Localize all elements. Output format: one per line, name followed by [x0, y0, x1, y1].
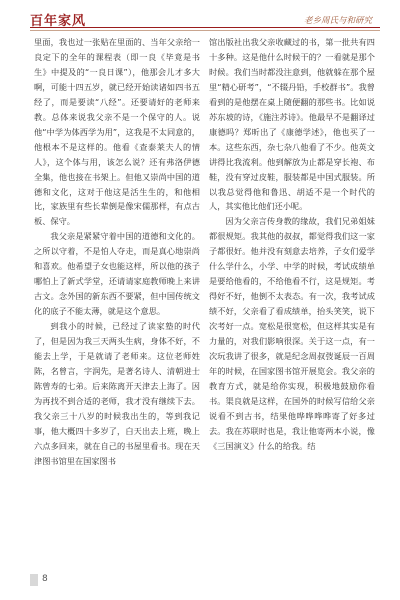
- left-paragraph-2: 我父亲是紧紧守着中国的道德和文化的。之所以守着，不是怕人夺走，而是真心地崇尚和喜欢。他希望子女也能这样，所以他的孩子哪怕上了新式学堂，还请请家庭教师晚上来讲古文。念外国的新东西不要紧，但中国传统文化的底子不能太薄，就是这个意思。: [34, 231, 200, 317]
- right-paragraph-2: 因为父亲言传身教的缘故，我们兄弟姐妹都很规矩。我其他的叔叔，都觉得我们这一家子都很好。他并没有刻意去培养，子女们爱学什么学什么，小学、中学的时候，考试成绩单是要给他看的，不给他看不行，这是规矩。考得好不好，他倒不太表态。有一次，我考试成绩不好，父亲看了看成绩单，抬头笑笑，说下次考好一点。宽松是很宽松，但这样其实是有力量的，对我们影响很深。关于这一点，有一次玩我讲了很多，就是纪念周叔弢诞辰一百周年的时候，在国家图书馆开展览会。我父亲的教育方式，就是给你实现，积极地鼓励你看书。渠良就是这样，在国外的时候写信给父亲说看不到古书，结果他哗哗哗哗寄了好多过去。我在苏联时也是，我让他寄两本小说，像《三国演义》什么的给我。结: [209, 216, 375, 451]
- header-title: 百年家风: [30, 14, 87, 29]
- page-number: 8: [42, 574, 48, 584]
- footer-marker: [30, 574, 38, 586]
- header-rule-thin: [30, 30, 380, 31]
- header-rule: [30, 27, 380, 28]
- right-paragraph-1: 馆出版社出我父亲收藏过的书，第一批共有四十多种。这是他什么时候干的？一看就是那个时候。我们当时都没注意到，他就躲在那个屋里“精心研考”，“不辍丹铅，手校群书”。我曾看到的是他摆在桌上随便翻的那些书。比如说苏东坡的诗，《施注苏诗》。他最早不是翻译过康德吗？郑昕出了《康德学述》，他也买了一本。这些东西，杂七杂八他看了不少。他英文讲得比我流利。他到解放为止都是穿长袍、布鞋，没有穿过皮鞋，服装都是中国式服装。所以我总觉得他和鲁迅、胡适不是一个时代的人，其实他比他们还小呢。: [209, 37, 375, 212]
- right-column: [209, 35, 375, 454]
- left-column: [34, 35, 200, 469]
- page-header: [30, 8, 380, 30]
- left-paragraph-3: 到我小的时候，已经过了读家塾的时代了，但是因为我三天两头生病，身体不好，不能去上学，于是就请了老师来。这位老师姓陈，名曾言，字润先，是著名诗人、清朝进士陈曾寿的七弟。后来陈离开天津去上海了。因为再找不到合适的老师，我才没有继续下去。我父亲三十八岁的时候我出生的，等到我记事，他大概四十多岁了，白天出去上班，晚上六点多回来，就在自己的书屋里看书。现在天津图书馆里在国家图书: [34, 321, 200, 466]
- left-paragraph-1: 里面，我也过一张贴在里面的、当年父亲给一良定下的全年的课程表（即一良《毕竟是书生》中提及的“一良日课”），他那会儿才多大啊，可能十四五岁，就已经开始读诸如四书五经了，而是要读“八经”。还要请好的老师来教。总体来说我父亲不是一个保守的人。说他“中学为体西学为用”，这我是不太同意的，他根本不是这样的。他看《查泰莱夫人的情人》，这个体与用，该怎么说？还有弗洛伊德全集，他也接在书架上。但他又崇尚中国的道德和文化，这对于他这是活生生的，和他相比，家族里有些长辈倒是像宋儒那样，有点古板、保守。: [34, 37, 200, 227]
- header-subtitle: 老乡周氏与和研究: [303, 16, 372, 26]
